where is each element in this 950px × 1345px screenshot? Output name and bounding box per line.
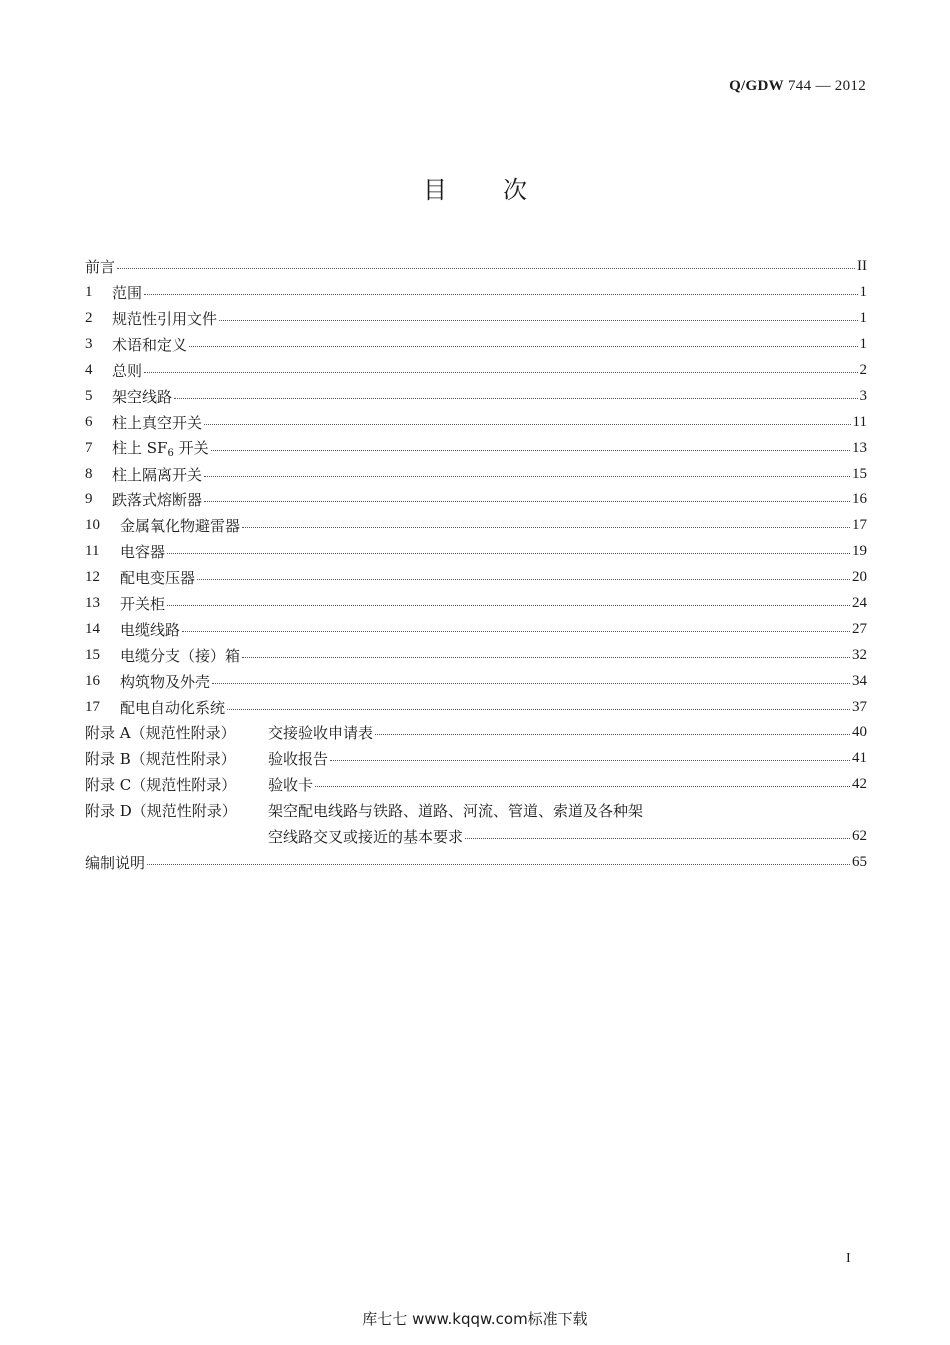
dot-leader <box>117 268 855 269</box>
toc-page-number: 27 <box>852 620 867 637</box>
toc-appendix-b[interactable] <box>85 746 867 772</box>
toc-entry-4[interactable] <box>85 358 867 384</box>
toc-entry-preface[interactable] <box>85 254 867 280</box>
toc-entry-2[interactable] <box>85 306 867 332</box>
toc-page-number: 20 <box>852 569 867 586</box>
dot-leader <box>167 553 850 554</box>
toc-page-number: 16 <box>852 491 867 508</box>
toc-section-number: 6 <box>85 413 93 430</box>
toc-entry-text: 总则 <box>112 362 143 380</box>
toc-appendix-c[interactable] <box>85 772 867 798</box>
toc-page-number: 62 <box>852 828 867 845</box>
table-of-contents <box>85 254 867 875</box>
toc-section-number: 15 <box>85 646 100 663</box>
toc-page-number: 32 <box>852 646 867 663</box>
toc-page-number: 65 <box>852 853 867 870</box>
toc-section-number: 4 <box>85 362 93 378</box>
toc-entry-text: 跌落式熔断器 <box>112 491 203 510</box>
dot-leader <box>189 346 857 347</box>
toc-section-number: 7 <box>85 439 93 456</box>
toc-section-number: 10 <box>85 517 100 534</box>
toc-section-number: 8 <box>85 465 93 482</box>
toc-section-number: 16 <box>85 672 100 689</box>
appendix-label: 附录 C（规范性附录） <box>85 776 237 795</box>
toc-page-number: 41 <box>852 750 867 767</box>
toc-section-number: 3 <box>85 336 93 353</box>
toc-entry-9[interactable] <box>85 487 867 513</box>
toc-section-number: 12 <box>85 569 100 586</box>
title-char-1: 目 <box>423 176 447 204</box>
dot-leader <box>204 476 850 477</box>
title-char-2: 次 <box>503 176 527 204</box>
dot-leader <box>211 450 850 451</box>
dot-leader <box>315 786 850 787</box>
footer-watermark: 库七七 www.kqqw.com标准下载 <box>362 1310 588 1328</box>
toc-page-number: 15 <box>852 465 867 482</box>
toc-page-number: 24 <box>852 595 867 612</box>
toc-appendix-d[interactable] <box>85 798 867 824</box>
toc-entry-text <box>112 437 209 459</box>
dot-leader <box>204 424 851 425</box>
toc-section-number: 13 <box>85 595 100 612</box>
toc-entry-15[interactable] <box>85 642 867 668</box>
toc-appendix-d-continued[interactable] <box>85 824 867 850</box>
toc-page-number: 37 <box>852 698 867 715</box>
toc-entry-text: 电容器 <box>120 543 166 562</box>
toc-entry-text: 柱上隔离开关 <box>112 465 203 484</box>
dot-leader <box>465 838 850 839</box>
toc-entry-11[interactable] <box>85 539 867 565</box>
toc-entry-14[interactable] <box>85 616 867 642</box>
toc-section-number: 11 <box>85 543 100 560</box>
toc-page-number: 1 <box>859 310 867 327</box>
toc-section-number: 5 <box>85 387 93 404</box>
toc-entry-text: 前言 <box>85 258 116 277</box>
dot-leader <box>227 709 850 710</box>
dot-leader <box>182 631 850 632</box>
dot-leader <box>167 605 850 606</box>
toc-entry-text: 验收报告 <box>268 750 329 769</box>
toc-section-number: 2 <box>85 310 93 327</box>
toc-section-number: 1 <box>85 284 93 301</box>
toc-entry-16[interactable] <box>85 668 867 694</box>
standard-code: Q/GDW <box>729 78 784 94</box>
toc-entry-text: 开关柜 <box>120 595 166 614</box>
dot-leader <box>197 579 850 580</box>
toc-entry-text: 配电自动化系统 <box>120 698 226 717</box>
toc-page-number: 11 <box>852 413 867 430</box>
toc-entry-text: 架空配电线路与铁路、道路、河流、管道、索道及各种架 <box>268 802 644 821</box>
dot-leader <box>212 683 850 684</box>
toc-entry-text: 电缆线路 <box>120 620 181 639</box>
toc-entry-text: 架空线路 <box>112 387 173 406</box>
toc-entry-text: 术语和定义 <box>112 336 188 355</box>
toc-entry-6[interactable] <box>85 409 867 435</box>
toc-text-part: 柱上 SF <box>112 439 168 458</box>
dot-leader <box>204 501 850 502</box>
toc-entry-1[interactable] <box>85 280 867 306</box>
toc-page-number: 1 <box>859 284 867 301</box>
toc-entry-text: 配电变压器 <box>120 569 196 588</box>
toc-page-number: 42 <box>852 776 867 793</box>
appendix-label: 附录 D（规范性附录） <box>85 802 237 821</box>
toc-entry-10[interactable] <box>85 513 867 539</box>
toc-page-number: 34 <box>852 672 867 689</box>
toc-entry-text: 规范性引用文件 <box>112 310 218 329</box>
dot-leader <box>375 734 850 735</box>
toc-entry-text: 电缆分支（接）箱 <box>120 646 241 665</box>
toc-entry-7[interactable] <box>85 435 867 461</box>
dot-leader <box>242 657 850 658</box>
dot-leader <box>330 760 850 761</box>
dot-leader <box>144 372 857 373</box>
toc-entry-text: 构筑物及外壳 <box>120 672 211 691</box>
toc-entry-12[interactable] <box>85 565 867 591</box>
standard-number: 744 — 2012 <box>788 78 866 94</box>
dot-leader <box>219 320 857 321</box>
toc-page-number: 19 <box>852 543 867 560</box>
toc-page-number: II <box>857 258 867 275</box>
toc-page-number: 2 <box>859 362 867 378</box>
toc-entry-8[interactable] <box>85 461 867 487</box>
toc-entry-text: 范围 <box>112 284 143 303</box>
toc-entry-text: 编制说明 <box>85 853 146 872</box>
toc-entry-text: 柱上真空开关 <box>112 413 203 432</box>
toc-entry-text: 验收卡 <box>268 776 314 795</box>
page-number: I <box>846 1251 851 1266</box>
toc-entry-text: 金属氧化物避雷器 <box>120 517 241 536</box>
toc-entry-13[interactable] <box>85 591 867 617</box>
toc-entry-text: 交接验收申请表 <box>268 724 374 743</box>
toc-page-number: 40 <box>852 724 867 741</box>
toc-page-number: 17 <box>852 517 867 534</box>
subscript-6: 6 <box>167 448 174 460</box>
toc-entry-3[interactable] <box>85 332 867 358</box>
page-title <box>0 170 950 205</box>
toc-page-number: 3 <box>859 387 867 404</box>
appendix-label: 附录 B（规范性附录） <box>85 750 236 769</box>
toc-appendix-a[interactable] <box>85 720 867 746</box>
dot-leader <box>144 294 857 295</box>
toc-section-number: 17 <box>85 698 100 715</box>
toc-page-number: 13 <box>852 439 867 456</box>
toc-entry-17[interactable] <box>85 694 867 720</box>
toc-entry-compilation-notes[interactable] <box>85 849 867 875</box>
toc-entry-text: 空线路交叉或接近的基本要求 <box>268 828 464 847</box>
toc-entry-5[interactable] <box>85 383 867 409</box>
appendix-label: 附录 A（规范性附录） <box>85 724 236 743</box>
toc-section-number: 9 <box>85 491 93 508</box>
toc-page-number: 1 <box>859 336 867 353</box>
dot-leader <box>147 864 850 865</box>
toc-text-part: 开关 <box>173 439 209 458</box>
toc-section-number: 14 <box>85 620 100 637</box>
dot-leader <box>242 527 850 528</box>
dot-leader <box>174 398 857 399</box>
standard-header <box>729 78 866 95</box>
